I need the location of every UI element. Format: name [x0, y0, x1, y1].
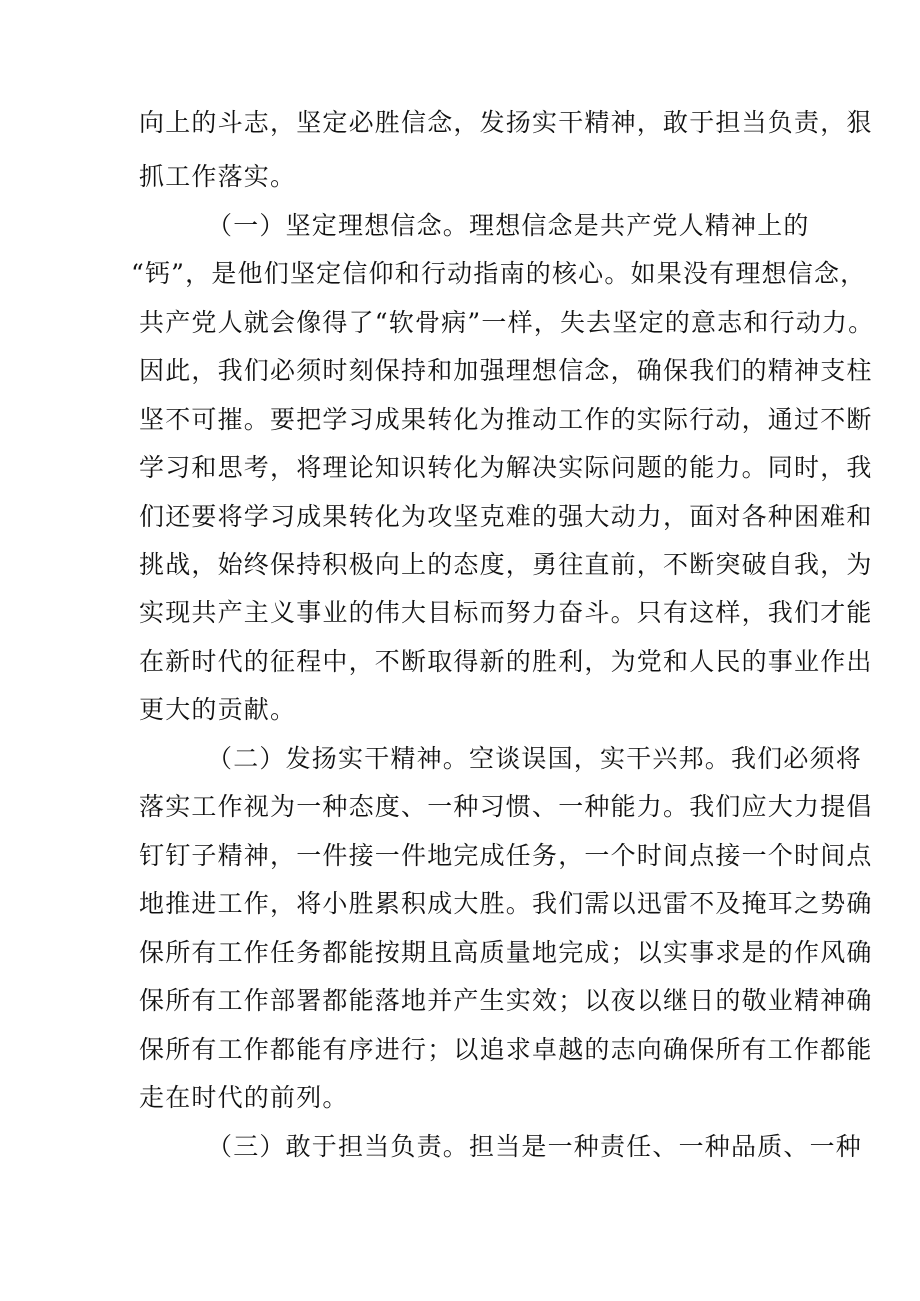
- text-line: 落实工作视为一种态度、一种习惯、一种能力。我们应大力提倡: [139, 792, 873, 821]
- text-line: 保所有工作都能有序进行；以追求卓越的志向确保所有工作都能: [139, 1035, 873, 1064]
- text-line: 共产党人就会像得了“软骨病”一样，失去坚定的意志和行动力。: [139, 308, 875, 337]
- section-heading-2: （二）发扬实干精神。空谈误国，实干兴邦。我们必须将: [207, 744, 863, 773]
- text-line: 保所有工作部署都能落地并产生实效；以夜以继日的敬业精神确: [139, 986, 873, 1015]
- text-line: 挑战，始终保持积极向上的态度，勇往直前，不断突破自我，为: [139, 550, 873, 579]
- text-line: 在新时代的征程中，不断取得新的胜利，为党和人民的事业作出: [139, 647, 873, 676]
- text-line: 实现共产主义事业的伟大目标而努力奋斗。只有这样，我们才能: [139, 598, 873, 627]
- text-line: 坚不可摧。要把学习成果转化为推动工作的实际行动，通过不断: [139, 405, 873, 434]
- text-line: 们还要将学习成果转化为攻坚克难的强大动力，面对各种困难和: [139, 502, 873, 531]
- text-line: “钙”，是他们坚定信仰和行动指南的核心。如果没有理想信念，: [131, 259, 867, 288]
- text-line: 学习和思考，将理论知识转化为解决实际问题的能力。同时，我: [139, 453, 873, 482]
- text-line: 抓工作落实。: [139, 162, 297, 191]
- section-heading-3: （三）敢于担当负责。担当是一种责任、一种品质、一种: [207, 1132, 863, 1161]
- text-line: 走在时代的前列。: [139, 1083, 349, 1112]
- text-line: 向上的斗志，坚定必胜信念，发扬实干精神，敢于担当负责，狠: [139, 108, 873, 137]
- section-heading-1: （一）坚定理想信念。理想信念是共产党人精神上的: [207, 211, 810, 240]
- text-line: 地推进工作，将小胜累积成大胜。我们需以迅雷不及掩耳之势确: [139, 889, 873, 918]
- text-line: 钉钉子精神，一件接一件地完成任务，一个时间点接一个时间点: [139, 841, 873, 870]
- text-line: 保所有工作任务都能按期且高质量地完成；以实事求是的作风确: [139, 938, 873, 967]
- text-line: 更大的贡献。: [139, 695, 297, 724]
- text-line: 因此，我们必须时刻保持和加强理想信念，确保我们的精神支柱: [139, 356, 873, 385]
